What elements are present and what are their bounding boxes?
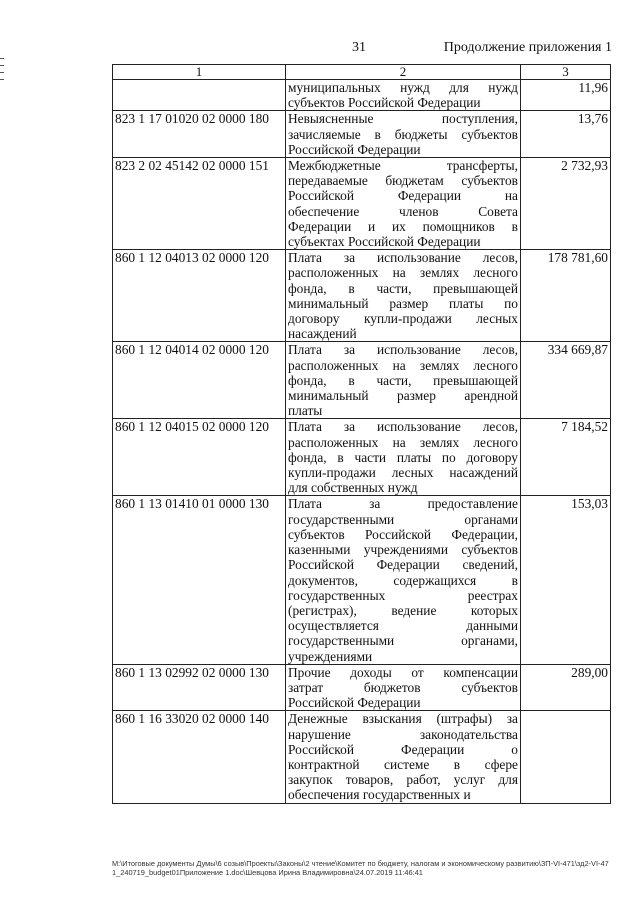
description-line: Плата за предоставление <box>288 496 518 512</box>
description-line: Федерации и их помощников в <box>288 218 518 234</box>
description-line: платы <box>288 403 323 419</box>
description-line: Плата за использование лесов, <box>288 342 518 358</box>
amount-cell: 153,03 <box>521 496 611 664</box>
description-line: купли-продажи лесных насаждений <box>288 465 518 481</box>
table-body <box>113 80 611 804</box>
table-row <box>113 158 611 250</box>
table-row <box>113 342 611 419</box>
description-line: Плата за использование лесов, <box>288 250 518 266</box>
revenue-code-cell: 860 1 16 33020 02 0000 140 <box>113 711 286 803</box>
description-line: договору купли-продажи лесных <box>288 311 518 327</box>
description-line: Российской Федерации <box>288 695 421 711</box>
revenue-description-cell <box>286 111 521 158</box>
table-row <box>113 111 611 158</box>
description-line: субъектах Российской Федерации <box>288 234 481 250</box>
revenue-code-cell: 860 1 12 04013 02 0000 120 <box>113 250 286 342</box>
amount-cell <box>521 711 611 803</box>
column-header: 2 <box>286 65 521 80</box>
description-line: (регистрах), ведение которых <box>288 602 518 618</box>
description-line: осуществляется данными <box>288 618 518 634</box>
revenue-description-cell <box>286 496 521 664</box>
description-line: закупок товаров, работ, услуг для <box>288 772 518 788</box>
description-line: минимальный размер арендной <box>288 388 518 404</box>
revenue-code-cell <box>113 80 286 111</box>
revenue-description-cell <box>286 250 521 342</box>
revenue-description-cell <box>286 80 521 111</box>
revenue-description-cell <box>286 419 521 496</box>
column-header: 1 <box>113 65 286 80</box>
amount-cell: 11,96 <box>521 80 611 111</box>
revenue-description-cell <box>286 664 521 711</box>
amount-cell: 2 732,93 <box>521 158 611 250</box>
revenue-code-cell: 823 2 02 45142 02 0000 151 <box>113 158 286 250</box>
description-line: расположенных на землях лесного <box>288 434 518 450</box>
document-path-footer: M:\Итоговые документы Думы\6 созыв\Проекты\Законы\2 чтение\Комитет по бюджету, налогам и экономическому развитию\ЗП-VI-471\зд2-VI-471_240719_budget01Приложение 1.doc\Шевцова Ирина Владимировна\24.07.2019 11:46:41 <box>112 859 609 877</box>
description-line: Невыясненные поступления, <box>288 111 518 127</box>
description-line: передаваемые бюджетам субъектов <box>288 173 518 189</box>
table-header-row <box>113 65 611 80</box>
description-line: расположенных на землях лесного <box>288 357 518 373</box>
table-row <box>113 80 611 111</box>
revenue-code-cell: 860 1 12 04015 02 0000 120 <box>113 419 286 496</box>
description-line: документов, содержащихся в <box>288 572 518 588</box>
description-line: минимальный размер платы по <box>288 295 518 311</box>
description-line: государственных реестрах <box>288 587 518 603</box>
description-line: учреждениями <box>288 648 373 664</box>
revenue-code-cell: 823 1 17 01020 02 0000 180 <box>113 111 286 158</box>
revenue-description-cell <box>286 158 521 250</box>
table-row <box>113 250 611 342</box>
column-header: 3 <box>521 65 611 80</box>
revenue-description-cell <box>286 342 521 419</box>
revenue-code-cell: 860 1 13 01410 01 0000 130 <box>113 496 286 664</box>
description-line: фонда, в части, превышающей <box>288 372 518 388</box>
description-line: Российской Федерации о <box>288 741 518 757</box>
continuation-title: Продолжение приложения 1 <box>443 40 612 55</box>
page-number: 31 <box>352 40 366 55</box>
table-row <box>113 711 611 803</box>
description-line: для собственных нужд <box>288 480 418 496</box>
amount-cell: 7 184,52 <box>521 419 611 496</box>
amount-cell: 178 781,60 <box>521 250 611 342</box>
table-row <box>113 419 611 496</box>
table-row <box>113 496 611 664</box>
description-line: затрат бюджетов субъектов <box>288 679 518 695</box>
description-line: насаждений <box>288 326 357 342</box>
binding-edge-marks <box>0 58 6 98</box>
description-line: субъектов Российской Федерации, <box>288 526 518 542</box>
description-line: обеспечение членов Совета <box>288 203 518 219</box>
description-line: зачисляемые в бюджеты субъектов <box>288 126 518 142</box>
description-line: контрактной системе в сфере <box>288 756 518 772</box>
description-line: обеспечения государственных и <box>288 787 471 803</box>
description-line: Межбюджетные трансферты, <box>288 158 518 174</box>
description-line: государственными органами <box>288 511 518 527</box>
description-line: Плата за использование лесов, <box>288 419 518 435</box>
description-line: фонда, в части, превышающей <box>288 280 518 296</box>
description-line: Российской Федерации сведений, <box>288 557 518 573</box>
amount-cell: 289,00 <box>521 664 611 711</box>
description-line: расположенных на землях лесного <box>288 265 518 281</box>
table-row <box>113 664 611 711</box>
description-line: Российской Федерации на <box>288 188 518 204</box>
revenue-code-cell: 860 1 12 04014 02 0000 120 <box>113 342 286 419</box>
amount-cell: 13,76 <box>521 111 611 158</box>
description-line: Российской Федерации <box>288 141 421 157</box>
description-line: муниципальных нужд для нужд <box>288 80 518 95</box>
revenue-description-cell <box>286 711 521 803</box>
description-line: государственными органами, <box>288 633 518 649</box>
budget-table <box>112 64 611 804</box>
description-line: Денежные взыскания (штрафы) за <box>288 711 518 727</box>
description-line: субъектов Российской Федерации <box>288 95 481 111</box>
description-line: казенными учреждениями субъектов <box>288 542 518 558</box>
revenue-code-cell: 860 1 13 02992 02 0000 130 <box>113 664 286 711</box>
amount-cell: 334 669,87 <box>521 342 611 419</box>
description-line: нарушение законодательства <box>288 726 518 742</box>
description-line: фонда, в части платы по договору <box>288 449 518 465</box>
description-line: Прочие доходы от компенсации <box>288 664 518 680</box>
